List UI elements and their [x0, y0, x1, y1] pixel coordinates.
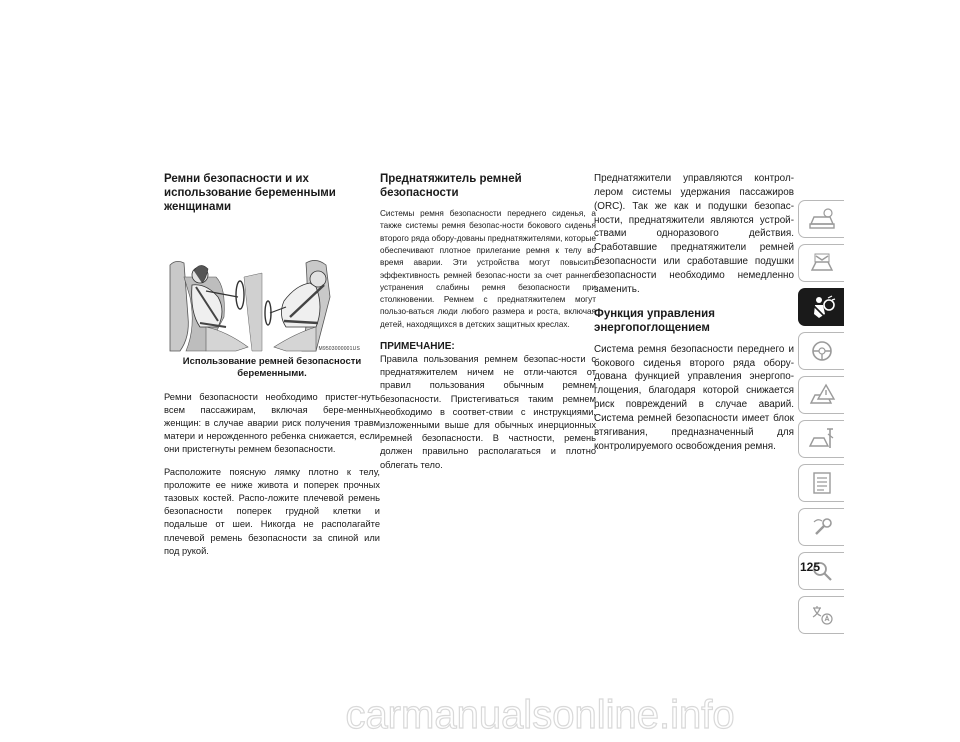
car-info-icon [808, 250, 836, 276]
seatbelt-airbag-icon [808, 294, 836, 320]
paragraph: Преднатяжители управляются контрол-лером системы удержания пассажиров (ORC). Так же как и подушки безопас-ности, преднатяжители являются устрой-ствами одноразового действия. Сработавшие преднатяжители ремней безопасности или сработавшие подушки безопасности необходимо немедленно заменить. [594, 173, 794, 295]
figure-code: M9503000001US [318, 346, 360, 353]
section-heading-pretensioner: Преднатяжитель ремней безопасности [380, 173, 522, 200]
checklist-icon [808, 470, 836, 496]
pregnant-seatbelt-illustration [166, 257, 362, 353]
note-heading: ПРИМЕЧАНИЕ: [380, 341, 455, 352]
tab-dashboard[interactable] [798, 200, 844, 238]
watermark-logo [0, 684, 960, 742]
tab-emergency[interactable] [798, 376, 844, 414]
steering-wheel-icon [808, 338, 836, 364]
tab-getting-to-know[interactable] [798, 244, 844, 282]
note-text: Правила пользования ремнем безопас-ности с преднатяжителем ничем не отли-чаются от правил пользования обычным ремнем безопасности. Пристегиваться таким ремнем необходимо в соответ-ствии с инструкциями, изложенными выше для обычных инерционных ремней безопасности. В частности, ремень должен правильно располагаться и плотно облегать тело. [380, 354, 596, 470]
language-icon [808, 602, 836, 628]
paragraph: Расположите поясную лямку плотно к телу, проложите ее ниже живота и поперек прочных тазовых костей. Распо-ложите плечевой ремень безопасности поперек грудной клетки и подальше от шеи. Никогда не располагайте плечевой ремень безопасности за спиной или под рукой. [164, 466, 380, 556]
paragraph: Ремни безопасности необходимо пристег-нуть всем пассажирам, включая бере-менных женщин: в случае аварии риск получения травм матери и нерожденного ребенка снижается, если они пристегнуты ремнем безопасности. [164, 391, 380, 455]
wrench-icon [808, 514, 836, 540]
tab-languages[interactable] [798, 596, 844, 634]
column-2 [380, 172, 596, 481]
figure-caption: Использование ремней безопасности беременными. [182, 356, 362, 380]
chapter-tabs [798, 200, 844, 640]
car-tools-icon [808, 426, 836, 452]
watermark-text: carmanualsonline.info [345, 693, 735, 737]
paragraph: Система ремня безопасности переднего и бокового сиденья второго ряда обору-дована функцией управления энергопо-глощения, благодаря которой снижается риск повреждений в случае аварий. Система ремней безопасности имеет блок втягивания, предназначенный для контролируемого освобождения ремня. [594, 343, 794, 452]
tab-servicing[interactable] [798, 420, 844, 458]
tab-specifications[interactable] [798, 464, 844, 502]
section-heading-pregnant: Ремни безопасности и их использование беременными женщинами [164, 173, 336, 214]
car-dashboard-icon [808, 206, 836, 232]
column-1 [164, 172, 380, 567]
illustration-image [166, 257, 362, 353]
paragraph: Системы ремня безопасности переднего сиденья, а также системы ремня безопас-ности бокового сиденья второго ряда обору-дованы преднатяжителями, которые обеспечивают плотное прилегание ремня к телу во время аварии. Эти устройства могут повысить эффективность ремней безопас-ности за счет раннего устранения слабины ремня безопасности при столкновении. Ремнем с преднатяжителем могут пользо-ваться люди любого размера и роста, включая детей, находящихся в детских защитных креслах. [380, 209, 596, 329]
car-warning-icon [808, 382, 836, 408]
section-heading-energy-management: Функция управления энергопоглощением [594, 307, 715, 334]
tab-multimedia[interactable] [798, 508, 844, 546]
tab-safety[interactable] [798, 288, 844, 326]
tab-starting-operating[interactable] [798, 332, 844, 370]
column-3 [594, 172, 794, 464]
page-number: 125 [800, 560, 821, 574]
watermark-graphic [0, 684, 960, 742]
